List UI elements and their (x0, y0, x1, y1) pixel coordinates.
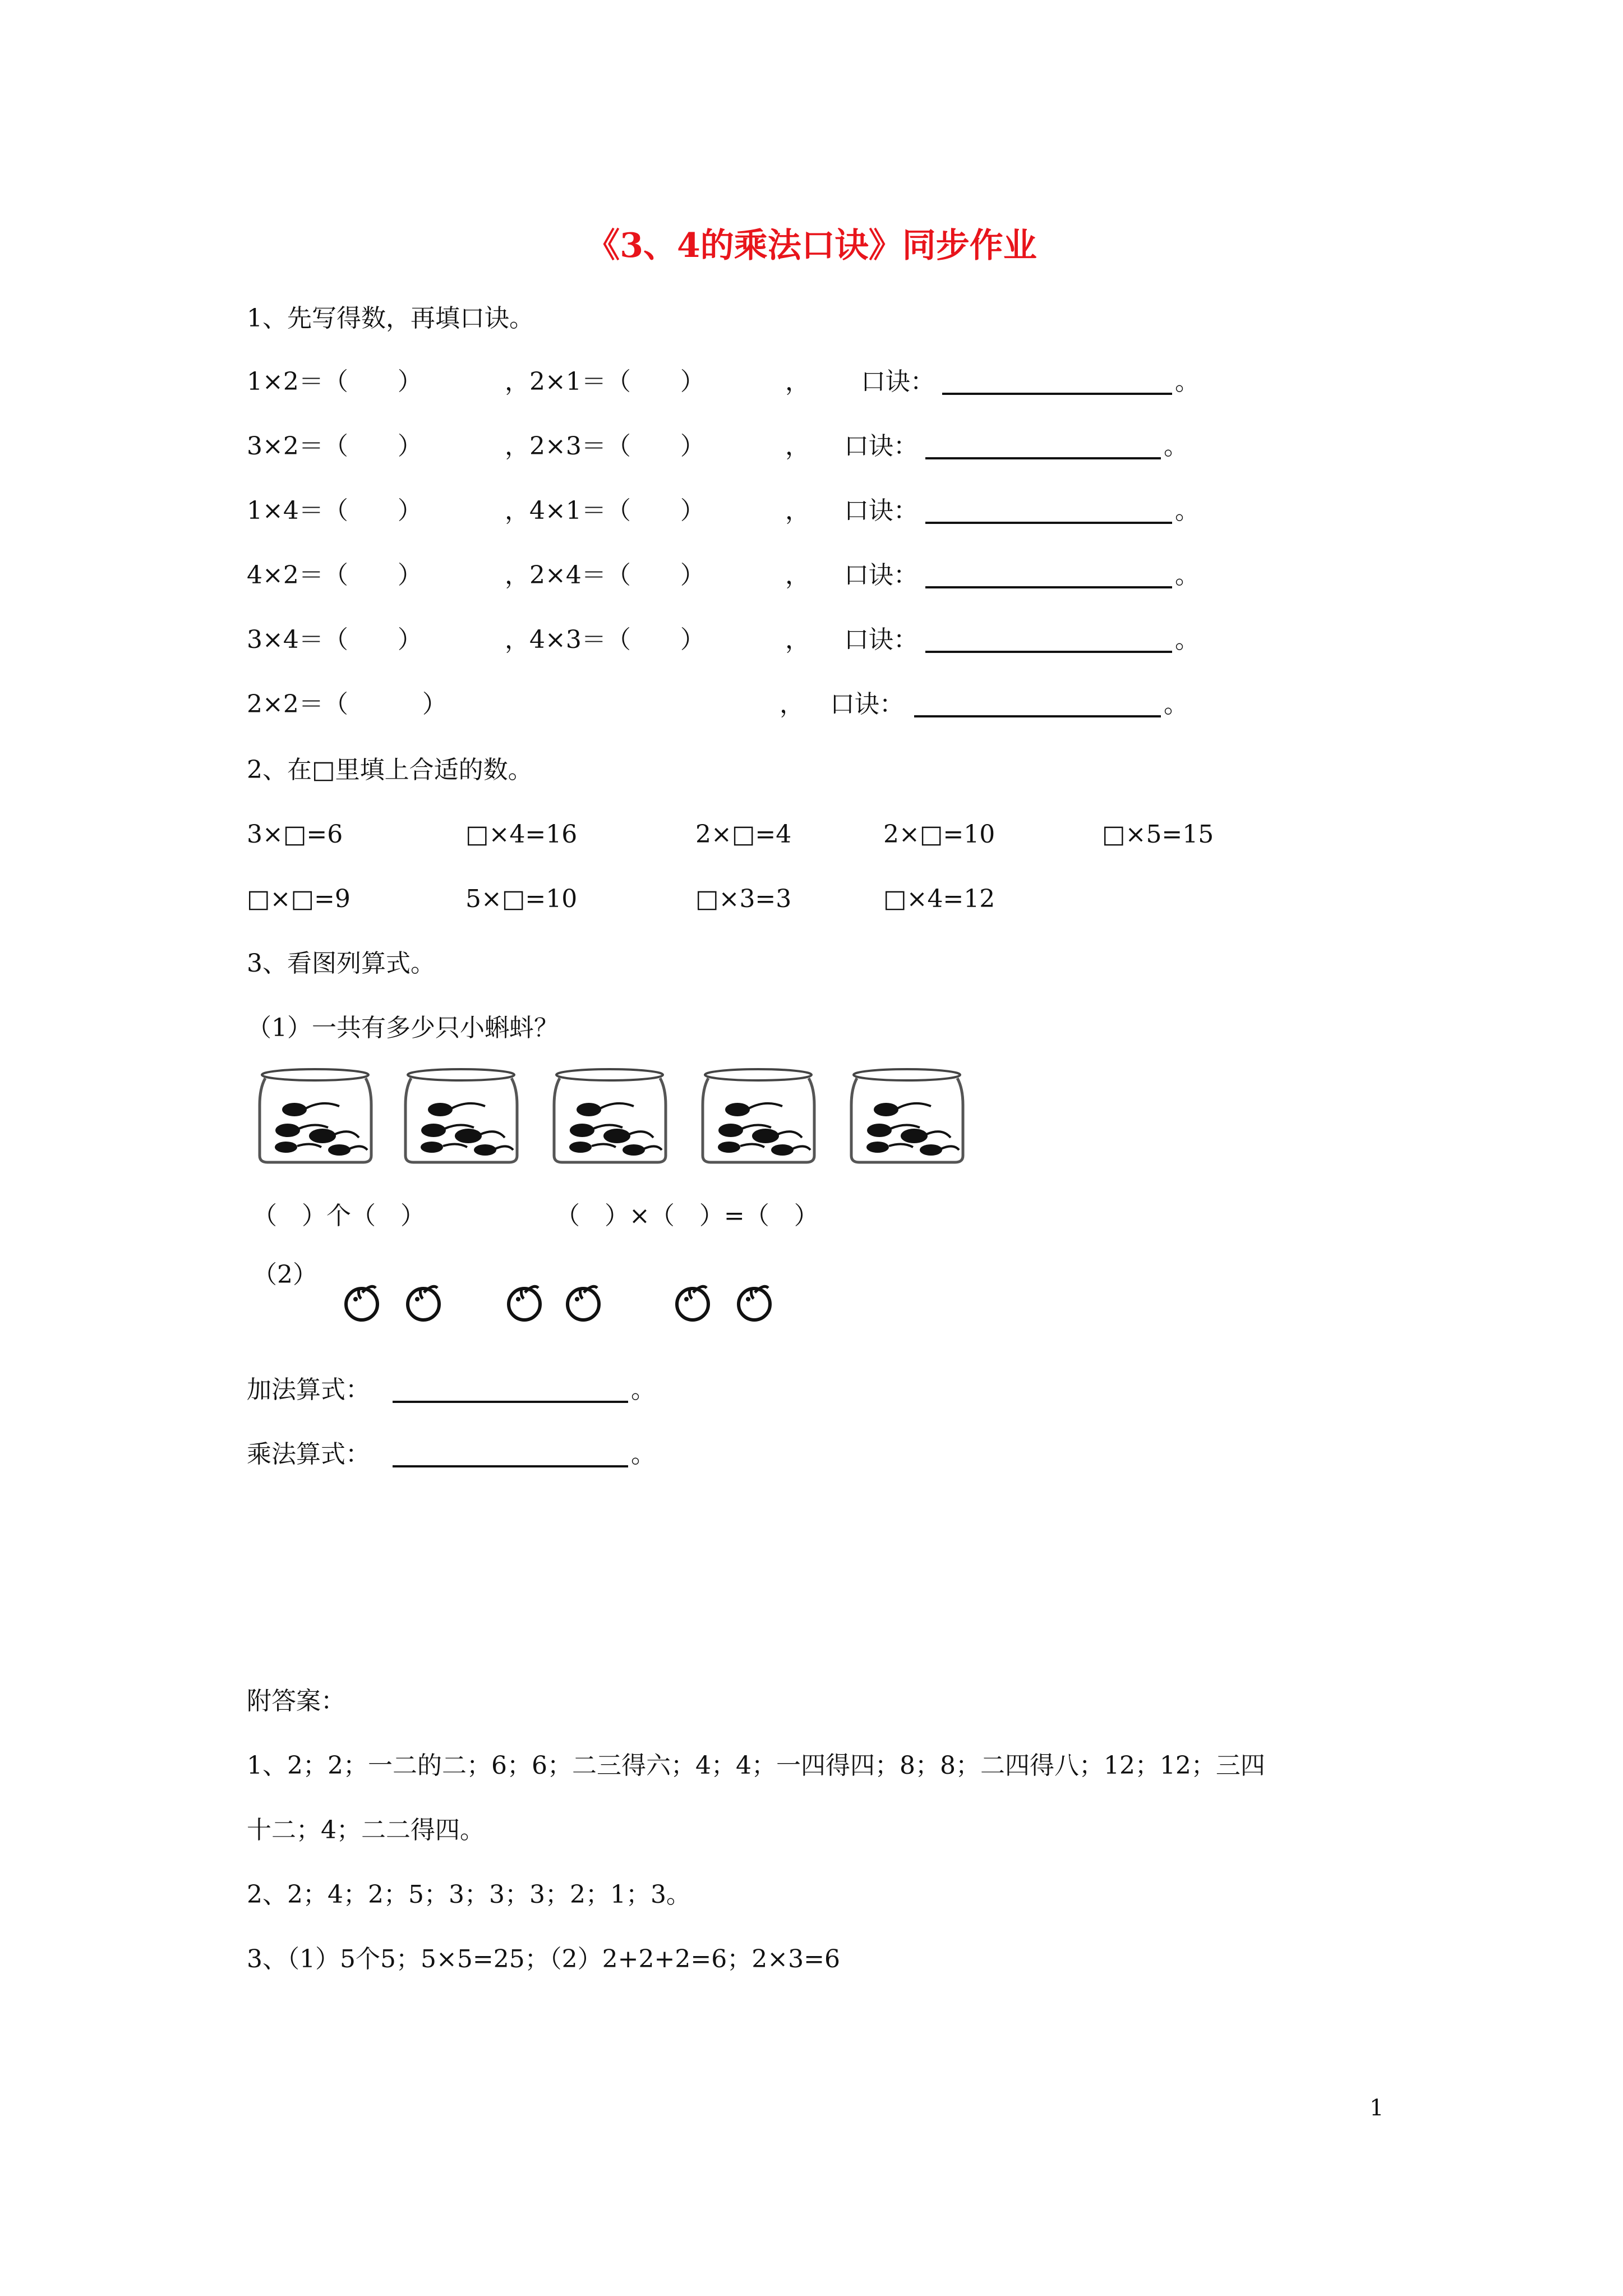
apple-image (673, 1273, 712, 1324)
q1-row-label: 口诀： (844, 561, 918, 590)
q1-heading: 1、先写得数，再填口诀。 (247, 304, 534, 333)
addition-end: 。 (631, 1375, 656, 1404)
q2-item: 3×□=6 (247, 820, 343, 849)
tadpole-jar-image (847, 1066, 967, 1167)
q1-row-end: 。 (1175, 367, 1200, 396)
q1-row-comma: ， (785, 625, 810, 654)
q2-item: 2×□=4 (695, 820, 792, 849)
answer-line[interactable] (925, 457, 1161, 459)
q3-part2-label: （2） (252, 1260, 317, 1289)
q1-row-expr-b: ，4×1＝（ ） (505, 496, 705, 525)
q1-row-label: 口诀： (844, 432, 918, 461)
apple-image (342, 1273, 381, 1324)
q1-row-label: 口诀： (861, 367, 935, 396)
tadpole-jar-image (401, 1066, 522, 1167)
answer-line[interactable] (914, 715, 1161, 717)
answer-line[interactable] (925, 586, 1172, 588)
apple-image (564, 1273, 603, 1324)
q1-row-expr-a: 1×2＝（ ） (247, 367, 422, 396)
q1-row-expr-a: 2×2＝（ ） (247, 690, 447, 719)
answers-line-2: 十二；4；二二得四。 (247, 1816, 485, 1844)
apple-image (505, 1273, 544, 1324)
tadpole-jar-image (698, 1066, 819, 1167)
answer-line[interactable] (925, 522, 1172, 524)
q1-row-expr-a: 3×2＝（ ） (247, 432, 422, 461)
page-number: 1 (1370, 2095, 1384, 2121)
tadpole-jar-image (550, 1066, 670, 1167)
q1-row-comma: ， (785, 496, 810, 525)
tadpole-jar-image (255, 1066, 376, 1167)
q2-item: □×3=3 (695, 885, 792, 913)
q1-row-end: 。 (1164, 432, 1188, 461)
multiplication-answer-line[interactable] (393, 1465, 628, 1467)
addition-label: 加法算式： (247, 1375, 370, 1404)
answer-line[interactable] (925, 651, 1172, 653)
q1-row-expr-a: 3×4＝（ ） (247, 625, 422, 654)
q3-part1-blank-2: （ ）×（ ）=（ ） (555, 1202, 819, 1230)
q1-row-expr-b: ，2×4＝（ ） (505, 561, 705, 590)
q2-item: 2×□=10 (883, 820, 995, 849)
q3-part1-blank-1: （ ）个（ ） (252, 1202, 425, 1230)
q1-row-end: 。 (1164, 690, 1188, 719)
q1-row-expr-b: ，2×1＝（ ） (505, 367, 705, 396)
q1-row-expr-b: ，4×3＝（ ） (505, 625, 705, 654)
q2-item: □×4=12 (883, 885, 995, 913)
q1-row-comma: ， (785, 432, 810, 461)
q2-item: 5×□=10 (465, 885, 578, 913)
q1-row-end: 。 (1175, 561, 1200, 590)
answers-line-4: 3、（1）5个5；5×5=25；（2）2+2+2=6；2×3=6 (247, 1945, 840, 1973)
addition-answer-line[interactable] (393, 1401, 628, 1403)
q1-row-label: 口诀： (830, 690, 904, 719)
q1-row-expr-b: ，2×3＝（ ） (505, 432, 705, 461)
q1-row-comma: ， (785, 367, 810, 396)
multiplication-end: 。 (631, 1440, 656, 1469)
apple-image (735, 1273, 774, 1324)
q1-row-label: 口诀： (844, 625, 918, 654)
q2-item: □×4=16 (465, 820, 578, 849)
q2-heading: 2、在□里填上合适的数。 (247, 756, 533, 784)
answers-line-1: 1、2；2；一二的二；6；6；二三得六；4；4；一四得四；8；8；二四得八；12；12；三四 (247, 1751, 1265, 1780)
q1-row-expr-a: 1×4＝（ ） (247, 496, 422, 525)
q2-item: □×5=15 (1102, 820, 1214, 849)
q2-item: □×□=9 (247, 885, 351, 913)
answers-heading: 附答案： (247, 1687, 345, 1715)
multiplication-label: 乘法算式： (247, 1440, 370, 1469)
apple-image (404, 1273, 443, 1324)
q3-heading: 3、看图列算式。 (247, 949, 435, 978)
q3-part1-question: （1）一共有多少只小蝌蚪？ (247, 1014, 559, 1042)
q1-row-end: 。 (1175, 496, 1200, 525)
q1-row-end: 。 (1175, 625, 1200, 654)
answers-line-3: 2、2；4；2；5；3；3；3；2；1；3。 (247, 1880, 691, 1909)
q1-row-comma: ， (785, 561, 810, 590)
answer-line[interactable] (942, 393, 1172, 395)
q1-row-comma: ， (780, 690, 804, 719)
page-title: 《3、4的乘法口诀》同步作业 (586, 226, 1037, 265)
q1-row-label: 口诀： (844, 496, 918, 525)
q1-row-expr-a: 4×2＝（ ） (247, 561, 422, 590)
